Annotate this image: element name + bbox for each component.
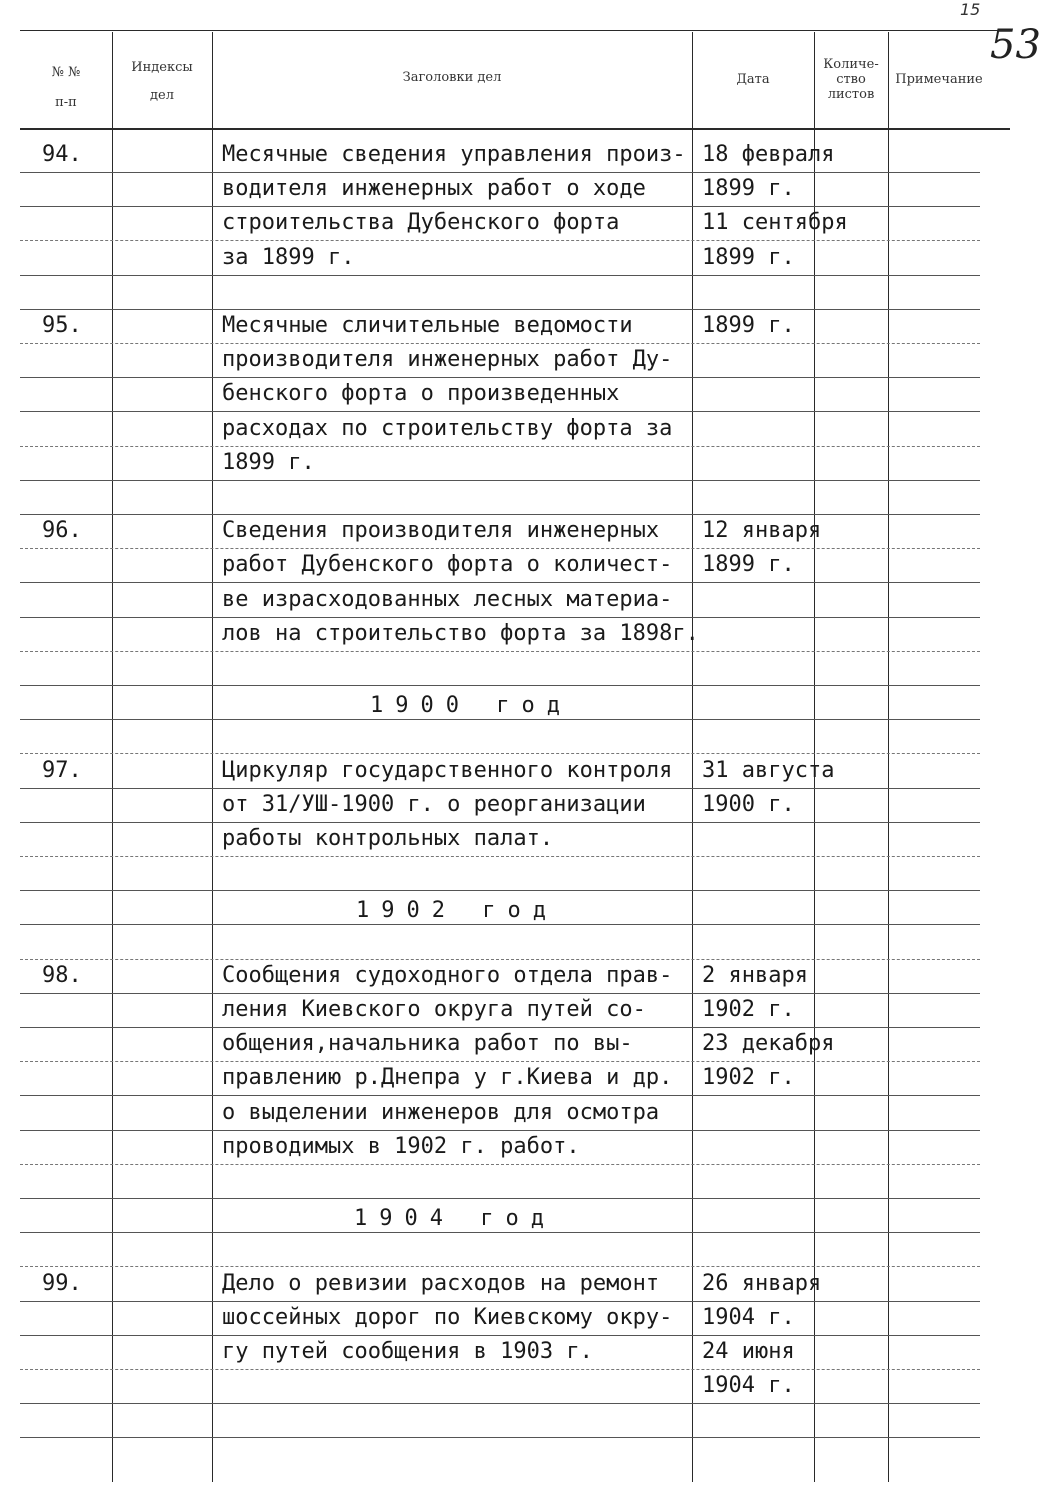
entry-date-line: 1904 г. xyxy=(702,1373,795,1399)
entry-date-line: 1904 г. xyxy=(702,1304,795,1330)
entry-number: 99. xyxy=(42,1270,82,1296)
entry-title-line: за 1899 г. xyxy=(222,244,355,270)
year-heading: 1900 год xyxy=(370,693,572,719)
entry-number: 97. xyxy=(42,757,82,783)
ruled-line xyxy=(20,1369,980,1370)
ruled-line xyxy=(20,1027,980,1028)
entry-date-line: 23 декабря xyxy=(702,1031,835,1057)
ruled-line xyxy=(20,993,980,994)
entry-title-line: Циркуляр государственного контроля xyxy=(222,757,673,783)
entry-number: 96. xyxy=(42,518,82,544)
ruled-line xyxy=(20,651,980,652)
entry-title-line: строительства Дубенского форта xyxy=(222,210,620,236)
column-divider-index xyxy=(112,32,113,1482)
entry-number: 95. xyxy=(42,313,82,338)
ruled-line xyxy=(20,377,980,378)
entry-title-line: правлению р.Днепра у г.Киева и др. xyxy=(222,1065,673,1091)
column-divider-note xyxy=(888,32,889,1482)
ruled-line xyxy=(20,890,980,891)
header-bottom-border xyxy=(20,128,1010,130)
header-count: Количе- ство листов xyxy=(823,57,879,102)
entry-number: 94. xyxy=(42,142,82,167)
ruled-line xyxy=(20,719,980,720)
ruled-line xyxy=(20,1335,980,1336)
ruled-line xyxy=(20,480,980,481)
ruled-line xyxy=(20,1061,980,1062)
ruled-line xyxy=(20,1403,980,1404)
ruled-line xyxy=(20,514,980,515)
entry-date-line: 1900 г. xyxy=(702,791,795,817)
ruled-line xyxy=(20,1198,980,1199)
entry-title-line: от 31/УШ-1900 г. о реорганизации xyxy=(222,791,646,817)
ruled-line xyxy=(20,411,980,412)
ruled-line xyxy=(20,343,980,344)
entry-date-line: 24 июня xyxy=(702,1339,795,1364)
ruled-line xyxy=(20,1437,980,1438)
entry-title-line: Сведения производителя инженерных xyxy=(222,518,660,544)
year-heading: 1902 год xyxy=(356,898,558,924)
entry-title-line: бенского форта о произведенных xyxy=(222,381,620,407)
entry-date-line: 1902 г. xyxy=(702,1065,795,1091)
ruled-line xyxy=(20,206,980,207)
entry-title-line: 1899 г. xyxy=(222,449,315,475)
entry-title-line: Дело о ревизии расходов на ремонт xyxy=(222,1270,660,1296)
entry-date-line: 12 января xyxy=(702,518,822,544)
ruled-line xyxy=(20,617,980,618)
ruled-line xyxy=(20,1164,980,1165)
entry-date-line: 1899 г. xyxy=(702,313,795,338)
entry-date-line: 1902 г. xyxy=(702,997,795,1022)
ruled-line xyxy=(20,548,980,549)
entry-title-line: ления Киевского округа путей со- xyxy=(222,997,646,1022)
ruled-line xyxy=(20,446,980,447)
table-top-border xyxy=(20,30,1010,31)
column-divider-title xyxy=(212,32,213,1482)
ruled-line xyxy=(20,822,980,823)
ruled-line xyxy=(20,582,980,583)
ruled-line xyxy=(20,753,980,754)
entry-title-line: Месячные сличительные ведомости xyxy=(222,313,633,338)
entry-title-line: работ Дубенского форта о количест- xyxy=(222,552,673,578)
entry-date-line: 31 августа xyxy=(702,757,835,783)
entry-title-line: о выделении инженеров для осмотра xyxy=(222,1099,660,1125)
year-heading: 1904 год xyxy=(354,1206,556,1232)
entry-title-line: Месячные сведения управления произ- xyxy=(222,142,686,167)
ruled-line xyxy=(20,1095,980,1096)
ruled-line xyxy=(20,788,980,789)
header-num: № № п-п xyxy=(51,65,81,110)
column-divider-date xyxy=(692,32,693,1482)
ruled-line xyxy=(20,959,980,960)
ruled-line xyxy=(20,856,980,857)
header-title: Заголовки дел xyxy=(402,70,502,85)
ruled-line xyxy=(20,1232,980,1233)
entry-date-line: 1899 г. xyxy=(702,176,795,202)
entry-date-line: 18 февраля xyxy=(702,142,835,167)
entry-title-line: водителя инженерных работ о ходе xyxy=(222,176,646,202)
entry-date-line: 26 января xyxy=(702,1270,822,1296)
entry-date-line: 1899 г. xyxy=(702,552,795,578)
entry-title-line: общения,начальника работ по вы- xyxy=(222,1031,633,1057)
ruled-line xyxy=(20,309,980,310)
entry-title-line: проводимых в 1902 г. работ. xyxy=(222,1133,580,1159)
entry-date-line: 1899 г. xyxy=(702,244,795,270)
ruled-line xyxy=(20,172,980,173)
ruled-line xyxy=(20,1266,980,1267)
ruled-line xyxy=(20,240,980,241)
entry-title-line: работы контрольных палат. xyxy=(222,826,554,851)
entry-date-line: 11 сентября xyxy=(702,210,848,236)
ruled-line xyxy=(20,275,980,276)
entry-title-line: Сообщения судоходного отдела прав- xyxy=(222,962,673,988)
entry-title-line: гу путей сообщения в 1903 г. xyxy=(222,1339,593,1364)
ruled-line xyxy=(20,685,980,686)
entry-number: 98. xyxy=(42,962,82,988)
entry-title-line: ве израсходованных лесных материа- xyxy=(222,586,673,612)
header-date: Дата xyxy=(736,72,770,87)
header-index: Индексы дел xyxy=(131,60,193,103)
entry-title-line: шоссейных дорог по Киевскому окру- xyxy=(222,1304,673,1330)
entry-date-line: 2 января xyxy=(702,962,808,988)
entry-title-line: расходах по строительству форта за xyxy=(222,415,673,441)
header-note: Примечание xyxy=(895,72,983,87)
stamp-number: 53 xyxy=(990,22,1041,68)
sheet-number: 15 xyxy=(960,0,981,19)
entry-title-line: лов на строительство форта за 1898г. xyxy=(222,620,699,646)
ruled-line xyxy=(20,1301,980,1302)
entry-title-line: производителя инженерных работ Ду- xyxy=(222,347,673,373)
ruled-line xyxy=(20,1130,980,1131)
ruled-line xyxy=(20,924,980,925)
